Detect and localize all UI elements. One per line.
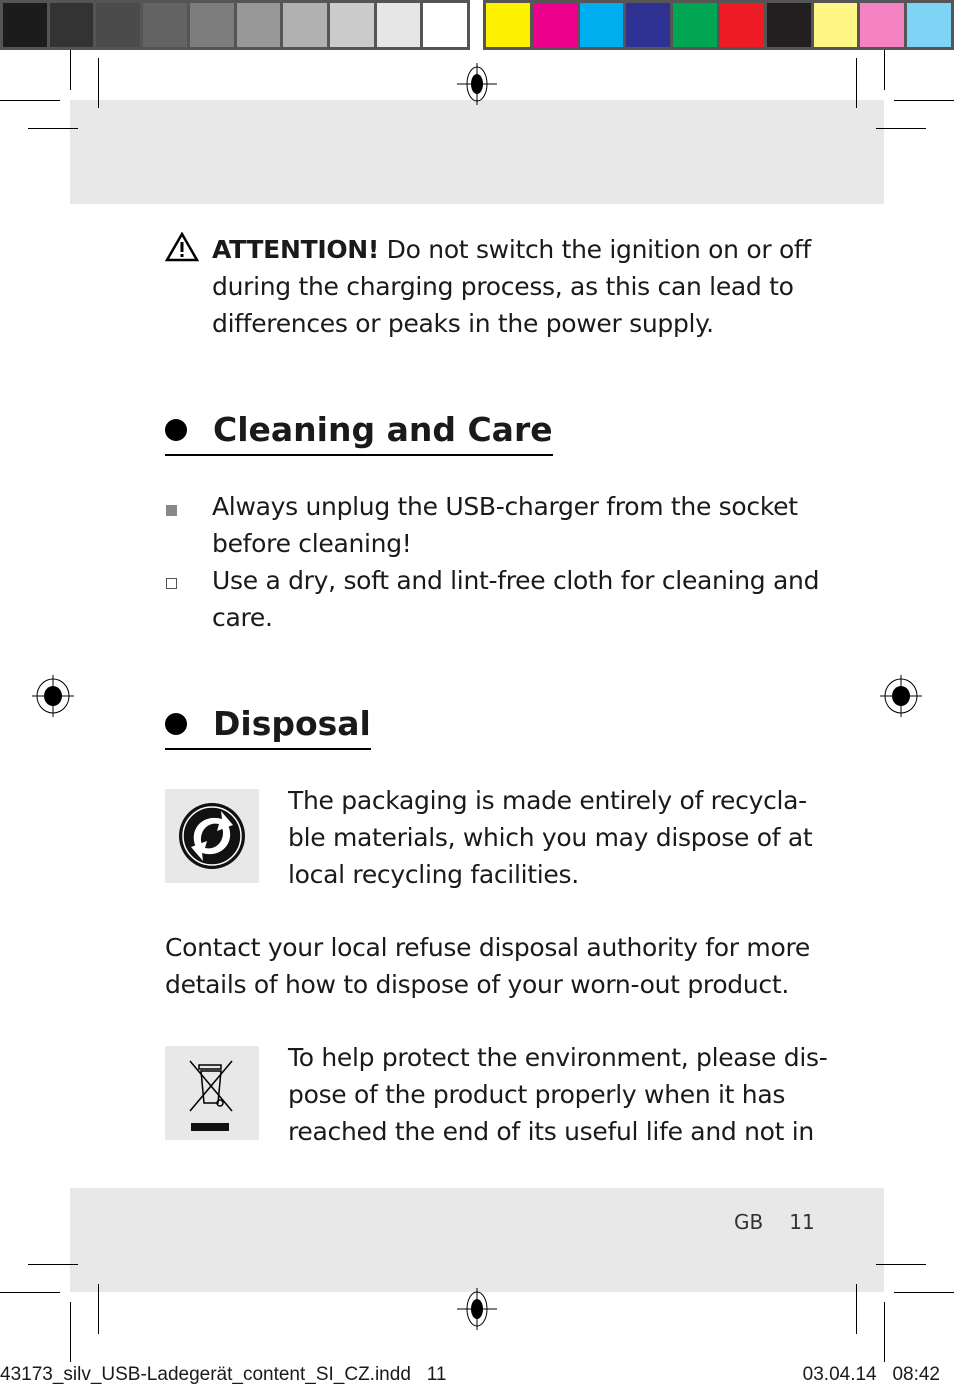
attention-line: during the charging process, as this can lead to (212, 272, 794, 301)
warning-icon (165, 232, 199, 262)
color-swatch (330, 3, 374, 47)
cleaning-item: Always unplug the USB-charger from the socket before cleaning! (212, 492, 798, 558)
environment-text: To help protect the environment, please dis- pose of the product properly when it has reached the end of its useful life and not in (288, 1043, 828, 1146)
cleaning-heading (165, 410, 553, 456)
color-swatch (486, 3, 530, 47)
crop-mark (98, 1284, 99, 1334)
color-swatch (50, 3, 94, 47)
registration-mark-icon (457, 63, 497, 105)
registration-mark-icon (32, 675, 74, 717)
header-band (70, 100, 884, 204)
attention-text (212, 231, 811, 342)
contact-text: Contact your local refuse disposal authority for more details of how to dispose of your worn-out product. (165, 933, 810, 999)
color-swatch (860, 3, 904, 47)
disposal-title: Disposal (213, 704, 371, 743)
crop-mark (98, 58, 99, 108)
empty-square-bullet-icon (166, 578, 177, 589)
color-swatch (533, 3, 577, 47)
color-swatch (814, 3, 858, 47)
crop-mark (70, 1302, 71, 1362)
crop-mark (28, 128, 78, 129)
green-dot-recycling-icon (165, 789, 259, 883)
crop-mark (884, 50, 885, 90)
attention-line: differences or peaks in the power supply. (212, 309, 714, 338)
crop-mark (70, 50, 71, 90)
color-swatch (626, 3, 670, 47)
color-swatch (96, 3, 140, 47)
color-swatch (3, 3, 47, 47)
cleaning-item: Use a dry, soft and lint-free cloth for cleaning and care. (212, 566, 820, 632)
crop-mark (0, 100, 60, 101)
crossed-bin-weee-icon (165, 1046, 259, 1140)
filled-square-bullet-icon (166, 505, 177, 516)
page-number: 11 (789, 1210, 815, 1234)
color-swatch (720, 3, 764, 47)
page-footer (734, 1210, 815, 1234)
language-code: GB (734, 1210, 764, 1234)
registration-mark-icon (880, 675, 922, 717)
slug-file: 43173_silv_USB-Ladegerät_content_SI_CZ.indd 11 (0, 1364, 447, 1385)
attention-line: Do not switch the ignition on or off (379, 235, 811, 264)
process-color-bar (483, 0, 954, 50)
crop-mark (0, 1292, 60, 1293)
crop-mark (856, 58, 857, 108)
crop-mark (894, 100, 954, 101)
gray-color-bar (0, 0, 470, 50)
color-swatch (423, 3, 467, 47)
crop-mark (28, 1264, 78, 1265)
color-swatch (283, 3, 327, 47)
crop-mark (876, 1264, 926, 1265)
crop-mark (884, 1302, 885, 1362)
crop-mark (856, 1284, 857, 1334)
cleaning-title: Cleaning and Care (213, 410, 553, 449)
color-swatch (673, 3, 717, 47)
bullet-icon (165, 419, 187, 441)
slug-date: 03.04.14 08:42 (802, 1364, 940, 1385)
disposal-heading (165, 704, 371, 750)
color-swatch (580, 3, 624, 47)
crop-mark (894, 1292, 954, 1293)
color-swatch (237, 3, 281, 47)
registration-mark-icon (457, 1288, 497, 1330)
color-swatch (143, 3, 187, 47)
color-swatch (377, 3, 421, 47)
packaging-text: The packaging is made entirely of recycla- ble materials, which you may dispose of at local recycling facilities. (288, 786, 813, 889)
crop-mark (876, 128, 926, 129)
footer-band (70, 1188, 884, 1292)
bullet-icon (165, 713, 187, 735)
color-swatch (767, 3, 811, 47)
color-swatch (907, 3, 951, 47)
color-swatch (190, 3, 234, 47)
attention-label: ATTENTION! (212, 235, 380, 264)
